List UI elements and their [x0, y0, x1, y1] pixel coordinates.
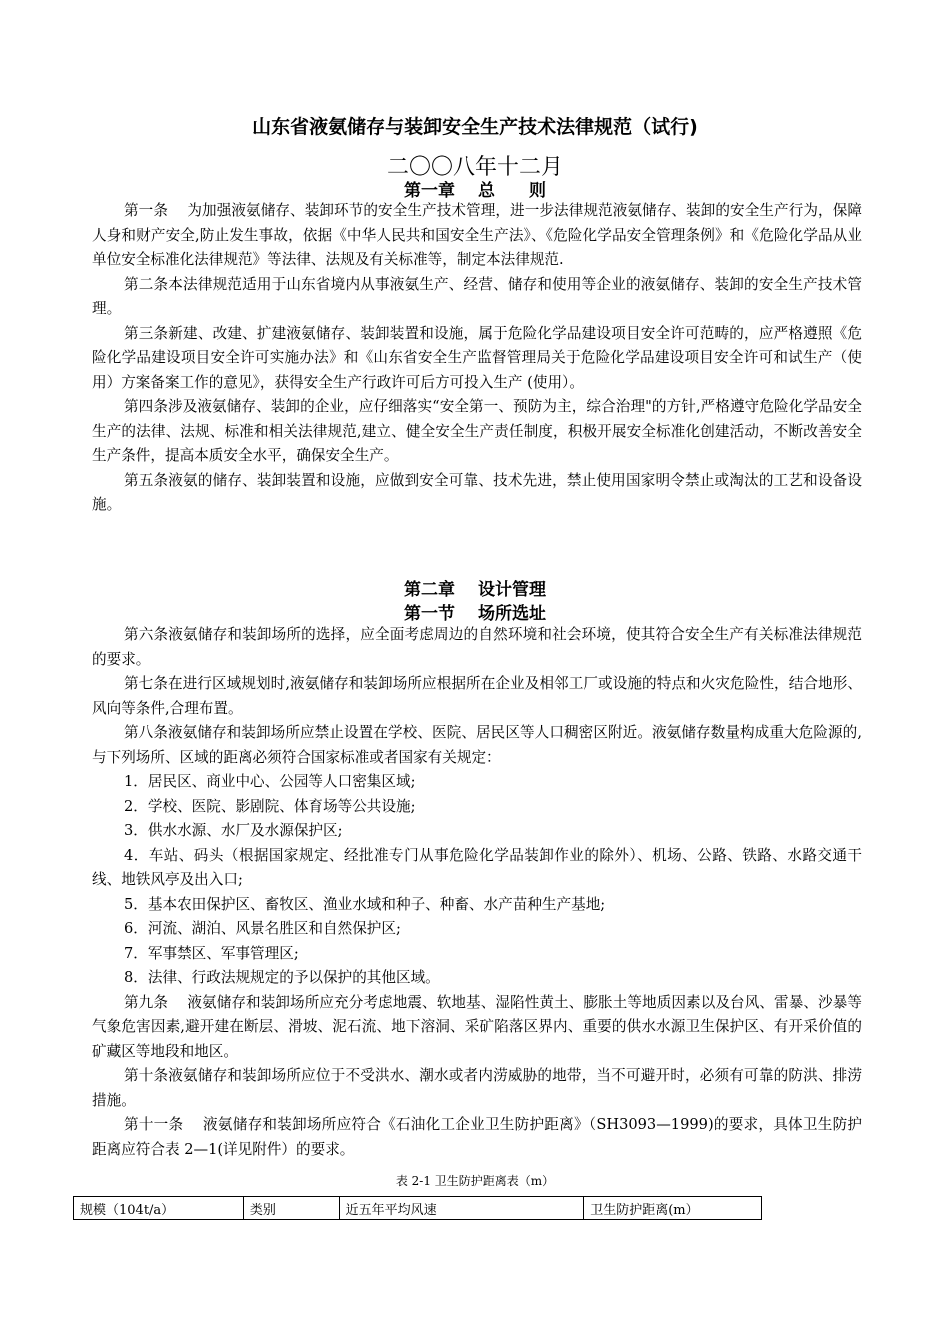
list-item-2: 2．学校、医院、影剧院、体育场等公共设施; — [124, 797, 416, 815]
article-7: 第七条在进行区域规划时,液氨储存和装卸场所应根据所在企业及相邻工厂或设施的特点和火灾危险性，结合地形、风向等条件,合理布置。 — [92, 675, 862, 717]
article-6: 第六条液氨储存和装卸场所的选择，应全面考虑周边的自然环境和社会环境，使其符合安全生产有关标准法律规范的要求。 — [92, 626, 862, 668]
section-1-heading: 第一节 场所选址 — [404, 604, 546, 624]
table-header-cell: 近五年平均风速 — [339, 1197, 584, 1220]
table-caption: 表 2-1 卫生防护距离表（m） — [395, 1174, 555, 1188]
chapter-1-body — [92, 199, 862, 518]
table-header-cell: 规模（104t/a） — [74, 1197, 244, 1220]
article-3: 第三条新建、改建、扩建液氨储存、装卸装置和设施，属于危险化学品建设项目安全许可范畴的，应严格遵照《危险化学品建设项目安全许可实施办法》和《山东省安全生产监督管理局关于危险化学品建设项目安全许可和试生产（使用）方案备案工作的意见》，获得安全生产行政许可后方可投入生产 (使用）。 — [92, 324, 862, 391]
list-item-5: 5．基本农田保护区、畜牧区、渔业水域和种子、种畜、水产苗种生产基地; — [124, 895, 606, 913]
article-4: 第四条涉及液氨储存、装卸的企业，应仔细落实“安全第一、预防为主，综合治理"的方针,严格遵守危险化学品安全生产的法律、法规、标准和相关法律规范,建立、健全安全生产责任制度，积极开展安全标准化创建活动，不断改善安全生产条件，提高本质安全水平，确保安全生产。 — [92, 398, 862, 464]
table-header-row — [74, 1197, 762, 1220]
chapter-1-heading: 第一章 总 则 — [404, 181, 546, 201]
document-title: 山东省液氨储存与装卸安全生产技术法律规范（试行) — [252, 116, 698, 138]
list-item-4: 4．车站、码头（根据国家规定、经批准专门从事危险化学品装卸作业的除外）、机场、公路、铁路、水路交通干线、地铁风亭及出入口; — [92, 846, 862, 888]
article-8: 第八条液氨储存和装卸场所应禁止设置在学校、医院、居民区等人口稠密区附近。液氨储存数量构成重大危险源的,与下列场所、区域的距离必须符合国家标准或者国家有关规定： — [92, 724, 862, 766]
article-5: 第五条液氨的储存、装卸装置和设施，应做到安全可靠、技术先进，禁止使用国家明令禁止或淘汰的工艺和设备设施。 — [92, 471, 862, 513]
table-header-cell: 类别 — [243, 1197, 339, 1220]
list-item-6: 6．河流、湖泊、风景名胜区和自然保护区; — [124, 920, 401, 937]
list-item-7: 7．军事禁区、军事管理区; — [124, 944, 299, 962]
chapter-2-heading: 第二章 设计管理 — [404, 580, 546, 600]
list-item-8: 8．法律、行政法规规定的予以保护的其他区域。 — [124, 969, 440, 986]
list-item-1: 1．居民区、商业中心、公园等人口密集区域; — [124, 773, 416, 790]
distance-table — [73, 1196, 762, 1220]
article-10: 第十条液氨储存和装卸场所应位于不受洪水、潮水或者内涝威胁的地带，当不可避开时，必须有可靠的防洪、排涝措施。 — [92, 1067, 862, 1109]
article-9: 第九条 液氨储存和装卸场所应充分考虑地震、软地基、湿陷性黄土、膨胀土等地质因素以及台风、雷暴、沙暴等气象危害因素,避开建在断层、滑坡、泥石流、地下溶洞、采矿陷落区界内、重要的供水水源卫生保护区、有开采价值的矿藏区等地段和地区。 — [92, 993, 862, 1060]
document-date: 二〇〇八年十二月 — [386, 155, 563, 180]
chapter-2-body — [92, 623, 862, 1162]
article-1: 第一条 为加强液氨储存、装卸环节的安全生产技术管理，进一步法律规范液氨储存、装卸的安全生产行为，保障人身和财产安全,防止发生事故，依据《中华人民共和国安全生产法》、《危险化学品安全管理条例》和《危险化学品从业单位安全标准化法律规范》等法律、法规及有关标准等，制定本法律规范. — [92, 202, 862, 268]
article-11: 第十一条 液氨储存和装卸场所应符合《石油化工企业卫生防护距离》（SH3093—1999)的要求，具体卫生防护距离应符合表 2—1(详见附件）的要求。 — [92, 1116, 862, 1158]
table-header-cell: 卫生防护距离(m） — [584, 1197, 762, 1220]
list-item-3: 3．供水水源、水厂及水源保护区; — [124, 822, 343, 839]
article-2: 第二条本法律规范适用于山东省境内从事液氨生产、经营、储存和使用等企业的液氨储存、装卸的安全生产技术管理。 — [92, 275, 862, 317]
